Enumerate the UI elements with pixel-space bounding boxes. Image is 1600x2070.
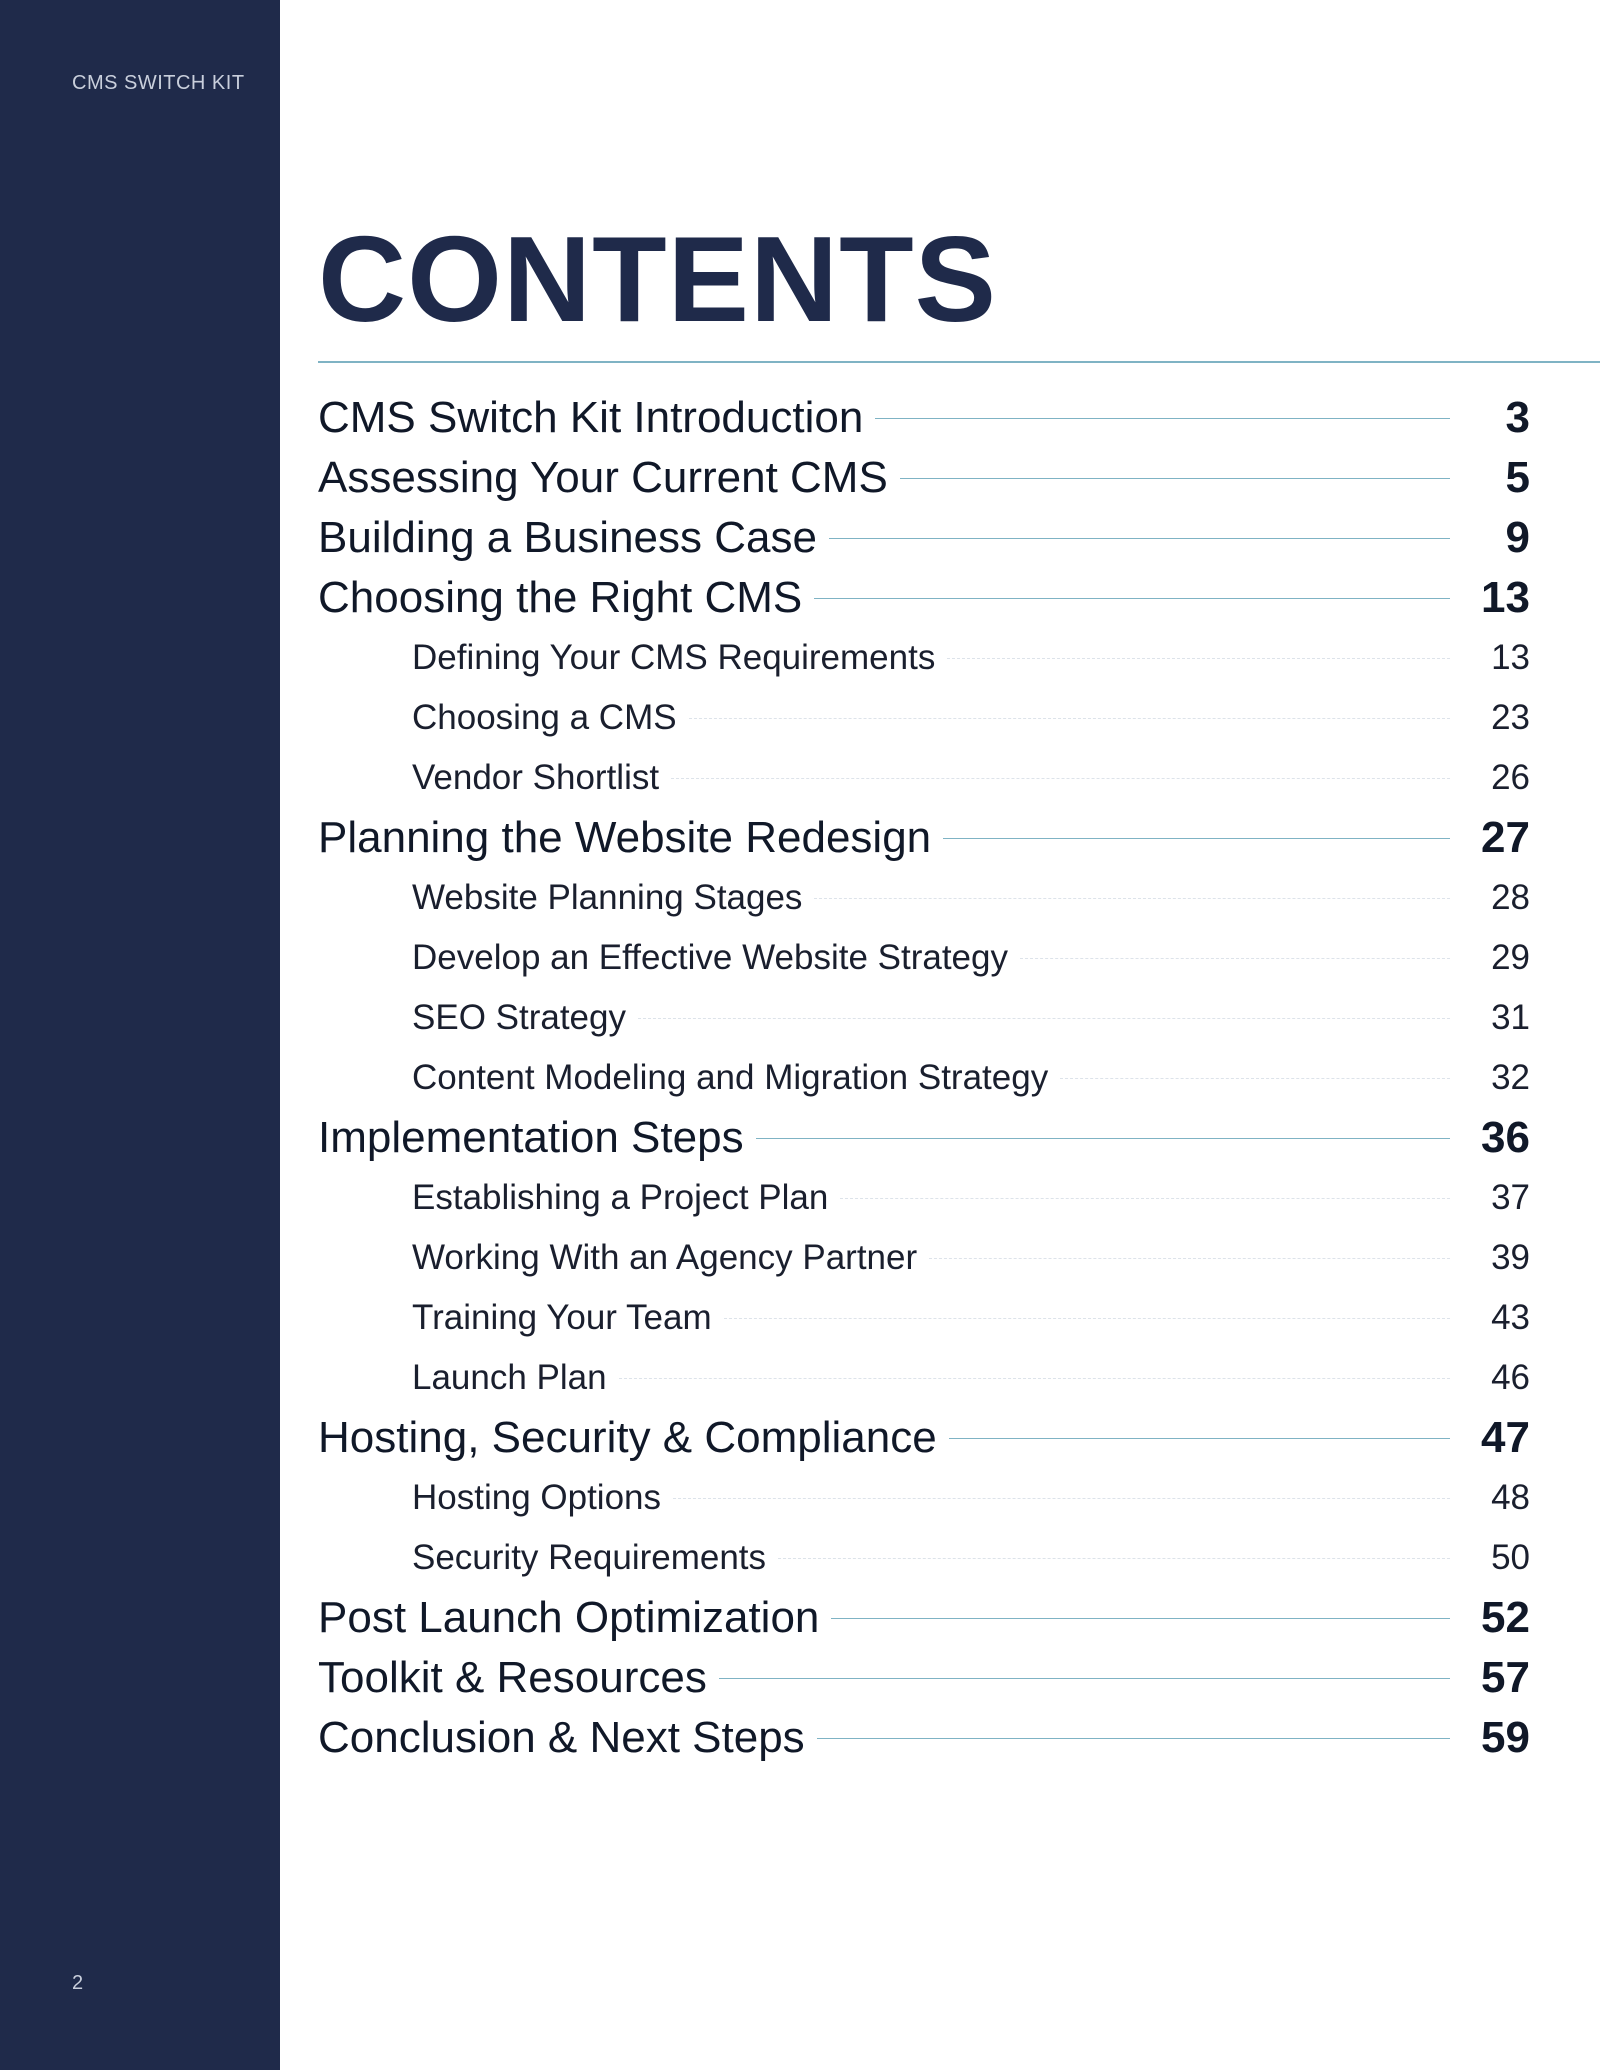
toc-leader-line xyxy=(719,1678,1450,1679)
toc-section-entry[interactable] xyxy=(318,568,1530,628)
toc-leader-line xyxy=(900,478,1450,479)
toc-entry-label: SEO Strategy xyxy=(412,998,626,1037)
toc-entry-label: Choosing the Right CMS xyxy=(318,573,803,622)
toc-entry-page-number: 26 xyxy=(1491,758,1530,797)
toc-section-entry[interactable] xyxy=(318,448,1530,508)
toc-entry-page-number: 50 xyxy=(1491,1538,1530,1577)
document-title: CMS SWITCH KIT xyxy=(72,72,245,94)
toc-entry-label: Working With an Agency Partner xyxy=(412,1238,918,1277)
toc-entry-label: Develop an Effective Website Strategy xyxy=(412,938,1008,977)
toc-entry-page-number: 48 xyxy=(1491,1478,1530,1517)
toc-entry-label: Assessing Your Current CMS xyxy=(318,453,888,502)
toc-entry-page-number: 52 xyxy=(1481,1593,1530,1642)
toc-subsection-entry[interactable] xyxy=(318,928,1530,988)
toc-section-entry[interactable] xyxy=(318,1108,1530,1168)
toc-entry-label: Hosting, Security & Compliance xyxy=(318,1413,937,1462)
toc-entry-label: Establishing a Project Plan xyxy=(412,1178,829,1217)
toc-section-entry[interactable] xyxy=(318,1648,1530,1708)
toc-entry-page-number: 28 xyxy=(1491,878,1530,917)
toc-leader-line xyxy=(689,718,1450,719)
toc-entry-page-number: 3 xyxy=(1505,393,1530,442)
toc-entry-page-number: 13 xyxy=(1481,573,1530,622)
toc-subsection-entry[interactable] xyxy=(318,868,1530,928)
toc-leader-line xyxy=(814,598,1450,599)
toc-leader-line xyxy=(947,658,1450,659)
table-of-contents xyxy=(318,388,1530,1768)
toc-leader-line xyxy=(929,1258,1450,1259)
toc-entry-page-number: 36 xyxy=(1481,1113,1530,1162)
toc-entry-label: Hosting Options xyxy=(412,1478,662,1517)
toc-entry-label: Post Launch Optimization xyxy=(318,1593,820,1642)
toc-subsection-entry[interactable] xyxy=(318,688,1530,748)
toc-leader-line xyxy=(638,1018,1450,1019)
toc-subsection-entry[interactable] xyxy=(318,628,1530,688)
toc-leader-line xyxy=(673,1498,1450,1499)
toc-leader-line xyxy=(831,1618,1450,1619)
toc-section-entry[interactable] xyxy=(318,388,1530,448)
toc-leader-line xyxy=(619,1378,1450,1379)
toc-entry-label: Security Requirements xyxy=(412,1538,767,1577)
toc-leader-line xyxy=(840,1198,1450,1199)
heading-divider xyxy=(318,361,1600,363)
toc-entry-page-number: 13 xyxy=(1491,638,1530,677)
toc-entry-label: Choosing a CMS xyxy=(412,698,677,737)
toc-subsection-entry[interactable] xyxy=(318,1288,1530,1348)
toc-leader-line xyxy=(943,838,1450,839)
toc-subsection-entry[interactable] xyxy=(318,1348,1530,1408)
toc-leader-line xyxy=(671,778,1450,779)
toc-entry-page-number: 37 xyxy=(1491,1178,1530,1217)
page-title: CONTENTS xyxy=(318,211,997,347)
toc-entry-page-number: 9 xyxy=(1505,513,1530,562)
toc-subsection-entry[interactable] xyxy=(318,1168,1530,1228)
toc-leader-line xyxy=(949,1438,1450,1439)
toc-entry-label: Implementation Steps xyxy=(318,1113,744,1162)
toc-leader-line xyxy=(778,1558,1450,1559)
toc-section-entry[interactable] xyxy=(318,1408,1530,1468)
toc-entry-label: Building a Business Case xyxy=(318,513,817,562)
toc-subsection-entry[interactable] xyxy=(318,1048,1530,1108)
toc-subsection-entry[interactable] xyxy=(318,1468,1530,1528)
toc-entry-label: Planning the Website Redesign xyxy=(318,813,932,862)
toc-entry-label: Vendor Shortlist xyxy=(412,758,660,797)
toc-entry-page-number: 32 xyxy=(1491,1058,1530,1097)
toc-entry-label: Website Planning Stages xyxy=(412,878,803,917)
toc-entry-label: Training Your Team xyxy=(412,1298,712,1337)
toc-entry-page-number: 57 xyxy=(1481,1653,1530,1702)
toc-section-entry[interactable] xyxy=(318,508,1530,568)
toc-entry-page-number: 23 xyxy=(1491,698,1530,737)
toc-leader-line xyxy=(724,1318,1450,1319)
toc-section-entry[interactable] xyxy=(318,808,1530,868)
toc-leader-line xyxy=(1020,958,1450,959)
toc-entry-page-number: 5 xyxy=(1505,453,1530,502)
toc-entry-label: Launch Plan xyxy=(412,1358,607,1397)
toc-entry-label: CMS Switch Kit Introduction xyxy=(318,393,864,442)
toc-entry-page-number: 43 xyxy=(1491,1298,1530,1337)
toc-leader-line xyxy=(1060,1078,1450,1079)
toc-leader-line xyxy=(829,538,1450,539)
toc-subsection-entry[interactable] xyxy=(318,1528,1530,1588)
toc-entry-page-number: 39 xyxy=(1491,1238,1530,1277)
toc-section-entry[interactable] xyxy=(318,1588,1530,1648)
toc-subsection-entry[interactable] xyxy=(318,1228,1530,1288)
toc-leader-line xyxy=(756,1138,1450,1139)
toc-entry-label: Toolkit & Resources xyxy=(318,1653,707,1702)
toc-leader-line xyxy=(875,418,1450,419)
toc-entry-page-number: 27 xyxy=(1481,813,1530,862)
toc-entry-page-number: 31 xyxy=(1491,998,1530,1037)
toc-section-entry[interactable] xyxy=(318,1708,1530,1768)
toc-entry-page-number: 59 xyxy=(1481,1713,1530,1762)
sidebar xyxy=(0,0,280,2070)
toc-entry-label: Conclusion & Next Steps xyxy=(318,1713,805,1762)
toc-entry-label: Defining Your CMS Requirements xyxy=(412,638,936,677)
toc-entry-page-number: 29 xyxy=(1491,938,1530,977)
toc-leader-line xyxy=(814,898,1450,899)
toc-entry-page-number: 47 xyxy=(1481,1413,1530,1462)
toc-entry-page-number: 46 xyxy=(1491,1358,1530,1397)
page-number: 2 xyxy=(72,1972,84,1994)
toc-subsection-entry[interactable] xyxy=(318,988,1530,1048)
toc-leader-line xyxy=(817,1738,1450,1739)
toc-entry-label: Content Modeling and Migration Strategy xyxy=(412,1058,1049,1097)
toc-subsection-entry[interactable] xyxy=(318,748,1530,808)
